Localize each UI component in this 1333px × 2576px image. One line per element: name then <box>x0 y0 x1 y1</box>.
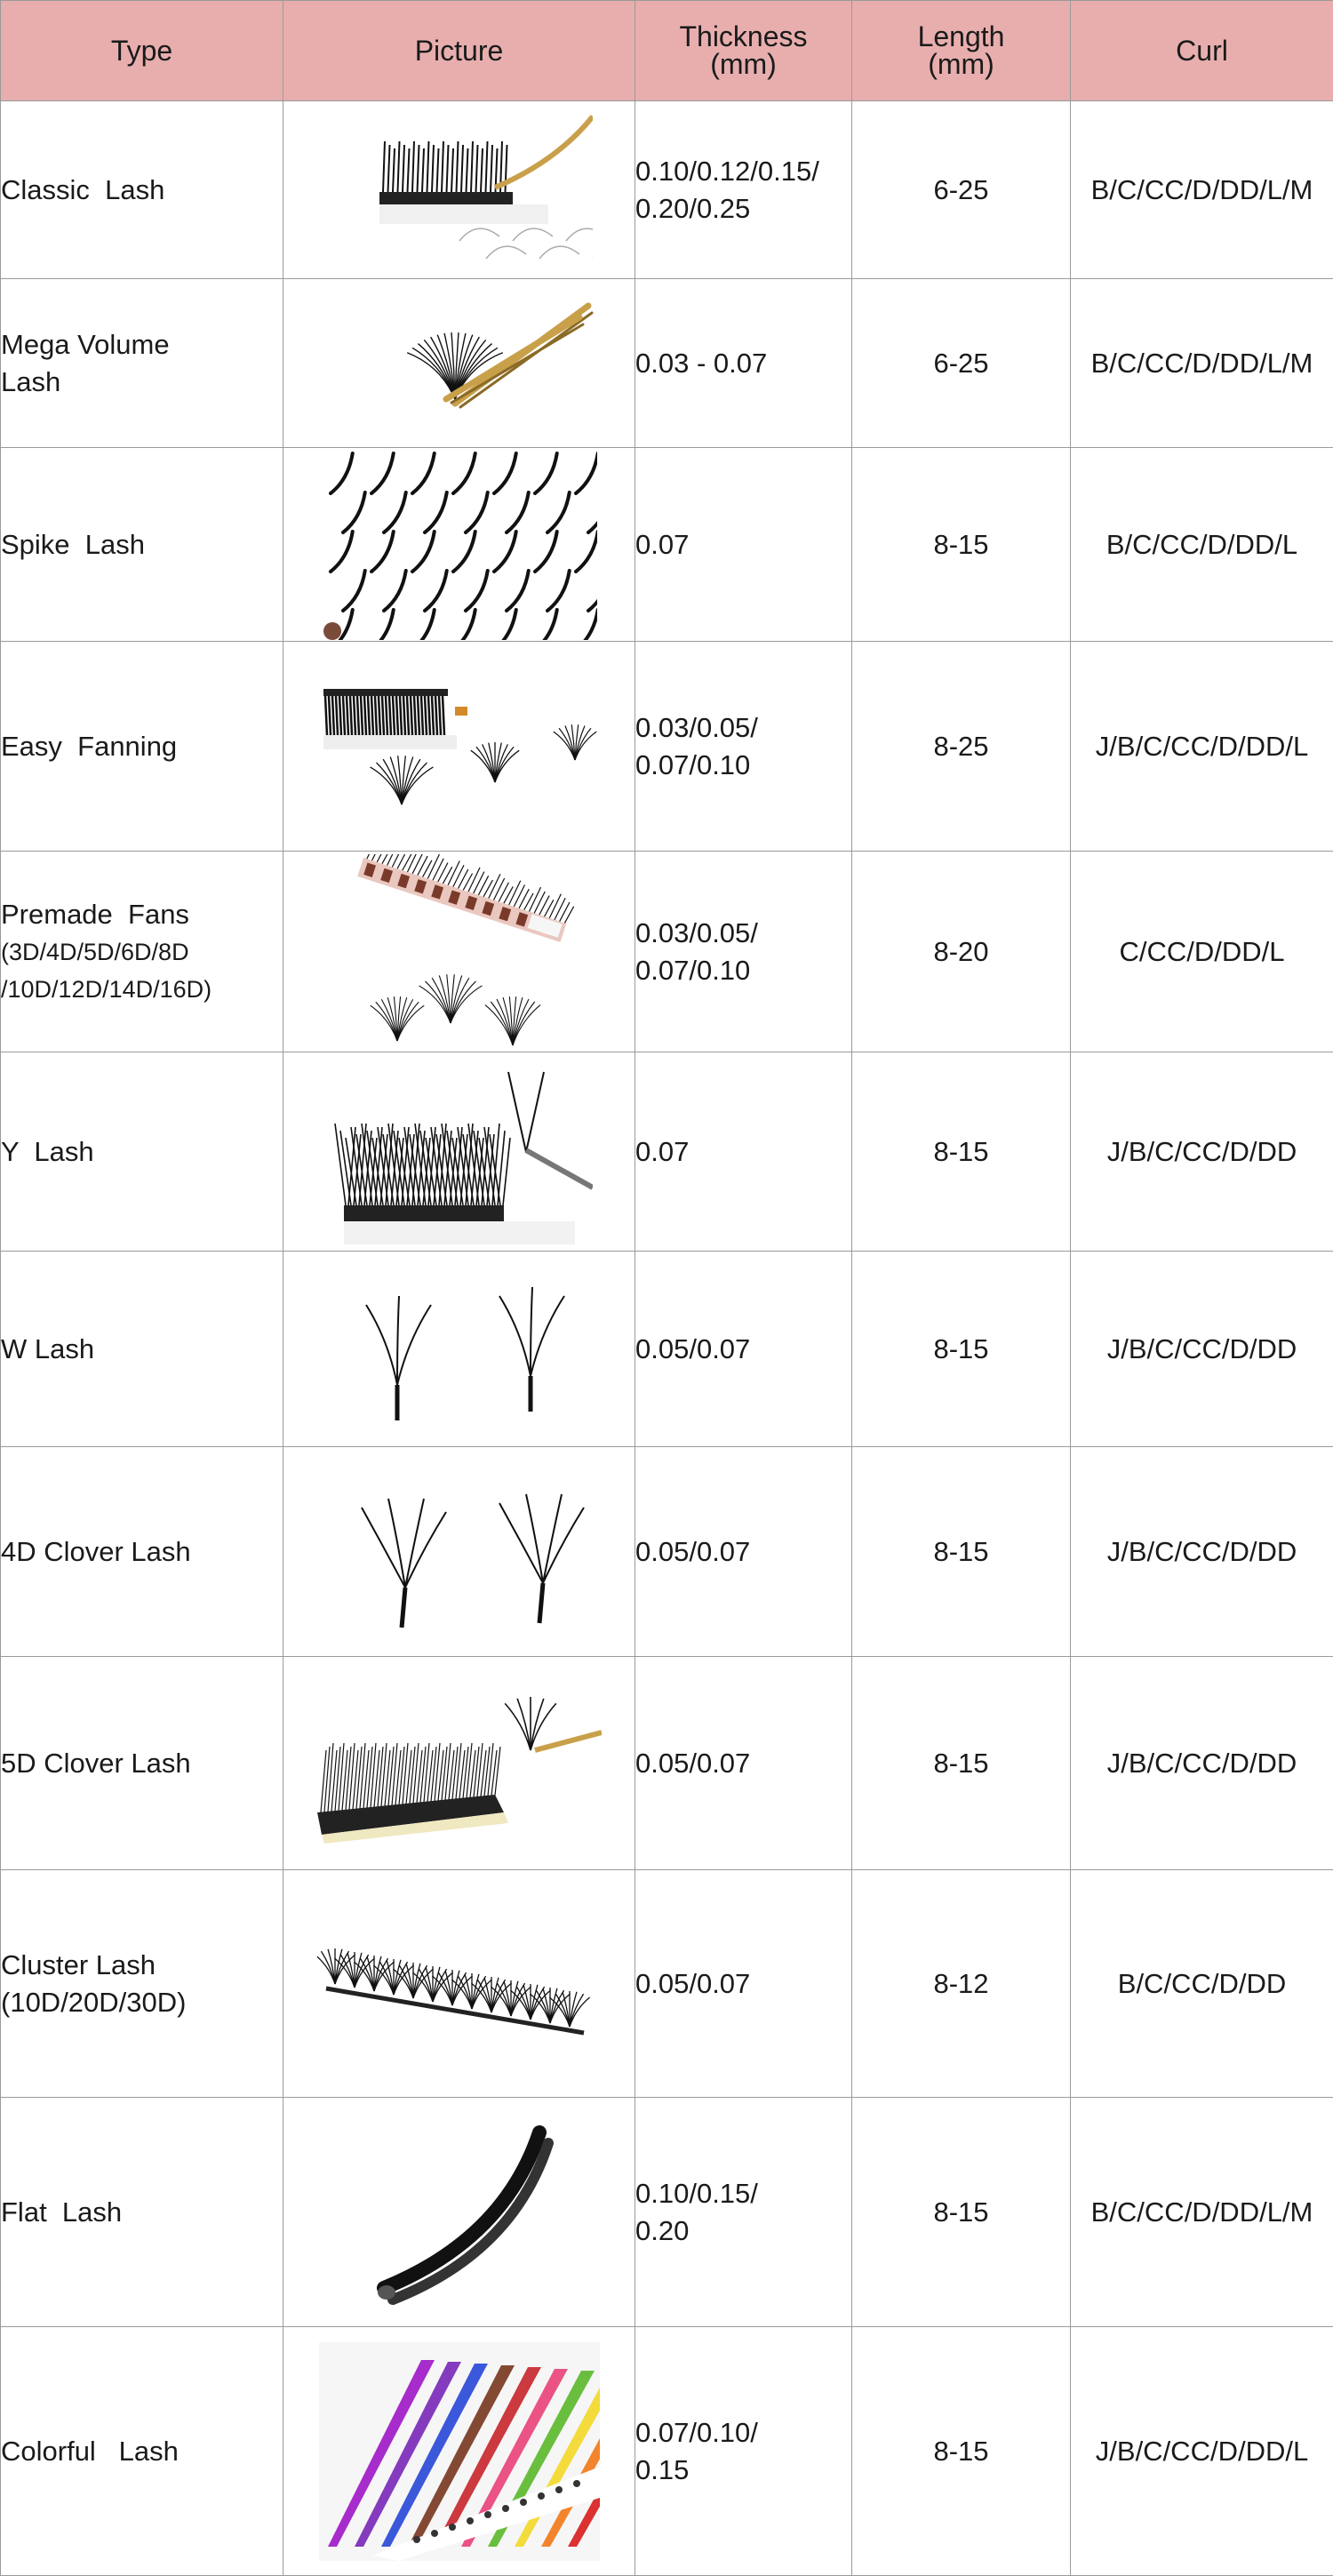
thickness-value: 0.03 - 0.07 <box>635 347 768 379</box>
cell-curl: J/B/C/CC/D/DD <box>1071 1252 1333 1447</box>
cell-curl: B/C/CC/D/DD/L/M <box>1071 279 1333 448</box>
cell-picture <box>283 2327 635 2576</box>
cell-thickness <box>635 101 852 279</box>
thickness-value: 0.10/0.12/0.15/ <box>635 155 819 187</box>
header-length-unit: (mm) <box>928 48 994 80</box>
cell-length: 8-15 <box>852 2327 1071 2576</box>
cell-type <box>1 279 283 448</box>
table-row <box>1 279 1333 448</box>
cell-type <box>1 852 283 1052</box>
type-label: Colorful Lash <box>1 2435 179 2467</box>
cell-thickness <box>635 852 852 1052</box>
cell-length: 8-15 <box>852 448 1071 642</box>
cell-thickness <box>635 1252 852 1447</box>
header-picture: Picture <box>283 1 635 101</box>
type-label: Classic Lash <box>1 173 165 205</box>
table-row <box>1 1252 1333 1447</box>
cell-curl: B/C/CC/D/DD/L/M <box>1071 2098 1333 2327</box>
cell-curl: J/B/C/CC/D/DD <box>1071 1052 1333 1252</box>
w-lash-pair-image <box>322 1260 597 1438</box>
volume-fan-on-tweezers-image <box>322 292 597 435</box>
type-label: 4D Clover Lash <box>1 1535 191 1567</box>
cell-curl: J/B/C/CC/D/DD/L <box>1071 2327 1333 2576</box>
cell-picture <box>283 1052 635 1252</box>
cell-curl: C/CC/D/DD/L <box>1071 852 1333 1052</box>
cell-curl: J/B/C/CC/D/DD <box>1071 1447 1333 1657</box>
table-row <box>1 1870 1333 2098</box>
table-row <box>1 2327 1333 2576</box>
cell-picture <box>283 1447 635 1657</box>
header-thickness-unit: (mm) <box>710 48 777 80</box>
thickness-value: 0.05/0.07 <box>635 1747 751 1779</box>
cell-picture <box>283 642 635 852</box>
4d-clover-pair-image <box>317 1463 602 1641</box>
cell-thickness <box>635 2327 852 2576</box>
cell-curl: J/B/C/CC/D/DD <box>1071 1657 1333 1870</box>
cell-type <box>1 448 283 642</box>
cell-type <box>1 2327 283 2576</box>
type-label: Premade Fans <box>1 898 189 930</box>
cell-length: 8-20 <box>852 852 1071 1052</box>
cell-type <box>1 1052 283 1252</box>
thickness-value: 0.15 <box>635 2453 690 2485</box>
thickness-value: 0.10/0.15/ <box>635 2177 758 2209</box>
cell-thickness <box>635 279 852 448</box>
table-row <box>1 101 1333 279</box>
header-length-label: Length <box>917 20 1005 52</box>
table-row <box>1 852 1333 1052</box>
table-row <box>1 1052 1333 1252</box>
table-row <box>1 1657 1333 1870</box>
type-label: Easy Fanning <box>1 730 178 762</box>
table-row <box>1 448 1333 642</box>
cell-type <box>1 2098 283 2327</box>
cell-length: 8-15 <box>852 1252 1071 1447</box>
type-label: Spike Lash <box>1 528 145 560</box>
type-sublabel: (3D/4D/5D/6D/8D <box>1 938 189 965</box>
cell-length: 8-25 <box>852 642 1071 852</box>
thickness-value: 0.03/0.05/ <box>635 711 758 743</box>
thickness-value: 0.07/0.10/ <box>635 2416 758 2448</box>
header-type: Type <box>1 1 283 101</box>
cell-thickness <box>635 1052 852 1252</box>
type-label: Y Lash <box>1 1135 94 1167</box>
cell-thickness <box>635 1870 852 2098</box>
cell-length: 8-15 <box>852 1052 1071 1252</box>
cell-thickness <box>635 642 852 852</box>
type-label: Flat Lash <box>1 2196 123 2228</box>
header-thickness <box>635 1 852 101</box>
table-row <box>1 1447 1333 1657</box>
type-label: Cluster Lash <box>1 1948 156 1980</box>
thickness-value: 0.05/0.07 <box>635 1967 751 1999</box>
cluster-lash-strip-image <box>317 1913 602 2055</box>
cell-type <box>1 101 283 279</box>
cell-thickness <box>635 2098 852 2327</box>
type-label: (10D/20D/30D) <box>1 1986 187 2018</box>
type-label: Mega Volume <box>1 328 170 360</box>
thickness-value: 0.03/0.05/ <box>635 916 758 948</box>
cell-type <box>1 1657 283 1870</box>
cell-picture <box>283 1252 635 1447</box>
y-lash-strip-image <box>326 1054 593 1250</box>
cell-curl: J/B/C/CC/D/DD/L <box>1071 642 1333 852</box>
lash-strip-with-tweezers-image <box>326 108 593 272</box>
thickness-value: 0.07/0.10 <box>635 748 751 780</box>
cell-length: 8-15 <box>852 1447 1071 1657</box>
thickness-value: 0.07 <box>635 1135 690 1167</box>
flat-lash-closeup-image <box>326 2106 593 2319</box>
easy-fanning-strip-and-fans-image <box>322 671 597 822</box>
type-label: W Lash <box>1 1332 95 1364</box>
cell-thickness <box>635 1657 852 1870</box>
header-row <box>1 1 1333 101</box>
thickness-value: 0.07/0.10 <box>635 954 751 986</box>
cell-type <box>1 642 283 852</box>
cell-type <box>1 1870 283 2098</box>
cell-picture <box>283 1870 635 2098</box>
5d-clover-strip-image <box>317 1679 602 1848</box>
thickness-value: 0.20/0.25 <box>635 192 751 224</box>
cell-type <box>1 1252 283 1447</box>
cell-picture <box>283 279 635 448</box>
cell-picture <box>283 448 635 642</box>
cell-curl: B/C/CC/D/DD/L/M <box>1071 101 1333 279</box>
table-row <box>1 642 1333 852</box>
colorful-lash-trays-image <box>319 2342 600 2561</box>
spike-lash-rows-image <box>322 449 597 640</box>
header-length <box>852 1 1071 101</box>
header-thickness-label: Thickness <box>679 20 808 52</box>
cell-picture <box>283 852 635 1052</box>
thickness-value: 0.07 <box>635 528 690 560</box>
cell-curl: B/C/CC/D/DD <box>1071 1870 1333 2098</box>
cell-type <box>1 1447 283 1657</box>
type-sublabel: /10D/12D/14D/16D) <box>1 975 212 1003</box>
cell-length: 6-25 <box>852 101 1071 279</box>
header-curl: Curl <box>1071 1 1333 101</box>
table-body <box>1 101 1333 2576</box>
type-label: Lash <box>1 365 61 397</box>
cell-picture <box>283 101 635 279</box>
cell-length: 8-12 <box>852 1870 1071 2098</box>
table-row <box>1 2098 1333 2327</box>
type-label: 5D Clover Lash <box>1 1747 191 1779</box>
cell-thickness <box>635 448 852 642</box>
cell-length: 6-25 <box>852 279 1071 448</box>
thickness-value: 0.05/0.07 <box>635 1332 751 1364</box>
cell-curl: B/C/CC/D/DD/L <box>1071 448 1333 642</box>
thickness-value: 0.05/0.07 <box>635 1535 751 1567</box>
cell-length: 8-15 <box>852 2098 1071 2327</box>
thickness-value: 0.20 <box>635 2214 690 2246</box>
cell-length: 8-15 <box>852 1657 1071 1870</box>
cell-picture <box>283 1657 635 1870</box>
cell-thickness <box>635 1447 852 1657</box>
premade-fans-tray-image <box>317 854 602 1050</box>
cell-picture <box>283 2098 635 2327</box>
